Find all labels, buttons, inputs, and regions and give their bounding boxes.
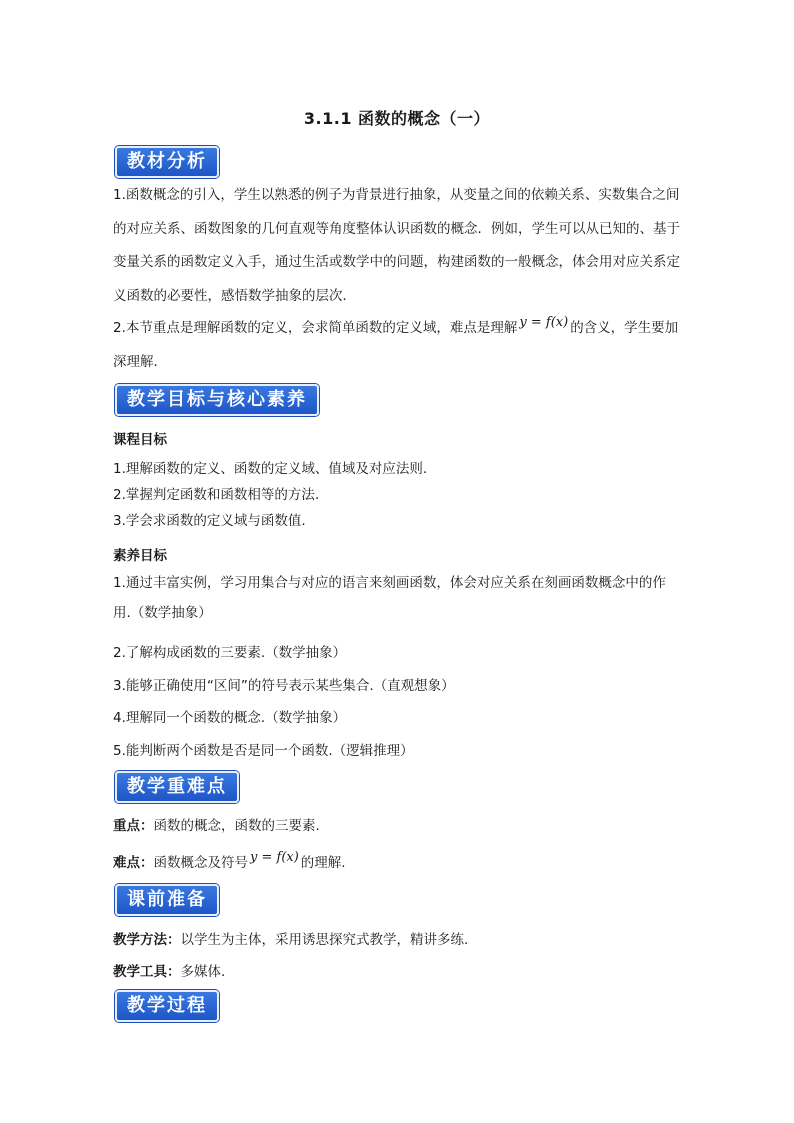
key-point-text: 函数的概念，函数的三要素. [153,818,320,834]
teaching-tool-text: 多媒体. [180,964,226,980]
page-title: 3.1.1 函数的概念（一） [303,109,491,128]
hard-point-label: 难点： [113,855,154,871]
literacy-goal-item: 5.能判断两个函数是否是同一个函数.（逻辑推理） [113,743,414,759]
course-goal-item: 1.理解函数的定义、函数的定义域、值域及对应法则. [113,461,428,477]
key-point-line [113,814,683,834]
literacy-goal-item: 3.能够正确使用“区间”的符号表示某些集合.（直观想象） [113,678,455,694]
course-goals-title: 课程目标 [113,432,167,448]
literacy-goals-title: 素养目标 [113,548,167,564]
hard-point-text-after: 的理解. [300,855,346,871]
course-goal-item: 3.学会求函数的定义域与函数值. [113,513,306,529]
formula-y-equals-f-x: y = f(x) [250,850,299,865]
analysis-p2-text-after: 的含义，学生要加深理解． [113,320,679,370]
section-heading-prep: 课前准备 [115,884,219,916]
teaching-method-text: 以学生为主体，采用诱思探究式教学，精讲多练. [180,932,469,948]
hard-point-line [113,851,683,871]
teaching-tool-label: 教学工具： [113,964,181,980]
analysis-paragraph-1: 1.函数概念的引入，学生以熟悉的例子为背景进行抽象，从变量之间的依赖关系、实数集合之间的对应关系、函数图象的几何直观等角度整体认识函数的概念．例如，学生可以从已知的、基于变量关系的函数定义入手，通过生活或数学中的问题，构建函数的一般概念，体会用对应关系定义函数的必要性，感悟数学抽象的层次． [113,187,680,304]
formula-y-equals-f-x: y = f(x) [519,315,569,330]
section-heading-analysis: 教材分析 [115,146,219,178]
key-point-label: 重点： [113,818,154,834]
literacy-goal-item: 4.理解同一个函数的概念.（数学抽象） [113,710,347,726]
section-heading-process: 教学过程 [115,990,219,1022]
literacy-goal-item: 1.通过丰富实例，学习用集合与对应的语言来刻画函数，体会对应关系在刻画函数概念中的作用.（数学抽象） [113,575,666,621]
teaching-tool-line [113,960,683,980]
section-heading-goals: 教学目标与核心素养 [115,384,319,416]
analysis-p2-text-before: 2.本节重点是理解函数的定义，会求简单函数的定义域，难点是理解 [113,320,518,336]
analysis-paragraph-2 [113,312,683,379]
hard-point-text-before: 函数概念及符号 [153,855,248,871]
course-goal-item: 2.掌握判定函数和函数相等的方法. [113,487,320,503]
literacy-goal-item: 2.了解构成函数的三要素.（数学抽象） [113,645,347,661]
section-heading-keypoints: 教学重难点 [115,771,239,803]
teaching-method-line [113,928,683,948]
teaching-method-label: 教学方法： [113,932,181,948]
